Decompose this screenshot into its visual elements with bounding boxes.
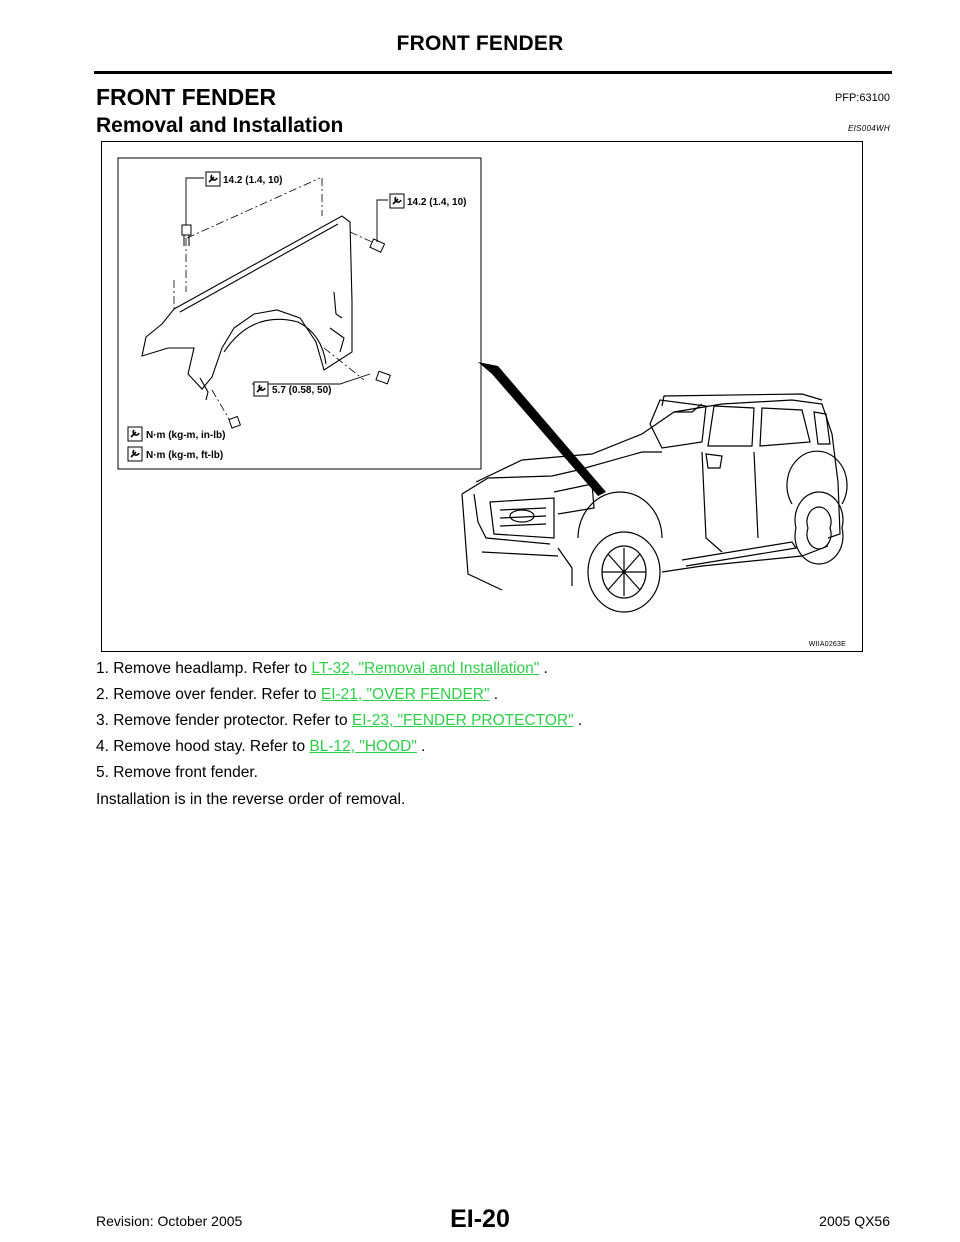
header-rule (94, 71, 892, 74)
model-name: 2005 QX56 (819, 1213, 890, 1229)
torque-wrench-icon (128, 427, 142, 441)
link-lt-32[interactable]: LT-32, "Removal and Installation" (311, 660, 540, 677)
torque-wrench-icon (390, 194, 404, 208)
step-3: 3. Remove fender protector. Refer to EI-23, "FENDER PROTECTOR" . (96, 712, 583, 729)
torque-wrench-icon (254, 382, 268, 396)
torque-label-right: 14.2 (1.4, 10) (407, 197, 467, 208)
link-bl-12[interactable]: BL-12, "HOOD" (309, 738, 417, 755)
step-5: 5. Remove front fender. (96, 764, 258, 781)
link-ei-21[interactable]: EI-21, "OVER FENDER" (320, 686, 490, 703)
link-ei-23[interactable]: EI-23, "FENDER PROTECTOR" (351, 712, 574, 729)
procedure-steps (96, 657, 582, 787)
section-code: EIS004WH (848, 124, 890, 133)
subsection-title: Removal and Installation (96, 114, 344, 137)
legend-ft-lb: N·m (kg-m, ft-lb) (146, 450, 224, 461)
torque-label-bottom: 5.7 (0.58, 50) (272, 385, 332, 396)
page-number: EI-20 (450, 1205, 510, 1233)
part-number: PFP:63100 (834, 92, 890, 104)
vehicle-drawing (462, 394, 847, 612)
illustration-drawing (102, 142, 864, 653)
closing-note: Installation is in the reverse order of removal. (96, 791, 406, 808)
figure-id: WIIA0263E (808, 641, 846, 648)
step-4: 4. Remove hood stay. Refer to BL-12, "HOOD" . (96, 738, 426, 755)
running-head-title: FRONT FENDER (396, 32, 564, 55)
torque-label-top: 14.2 (1.4, 10) (223, 175, 283, 186)
torque-wrench-icon (128, 447, 142, 461)
revision-date: Revision: October 2005 (96, 1213, 243, 1229)
legend-in-lb: N·m (kg-m, in-lb) (146, 430, 226, 441)
step-1: 1. Remove headlamp. Refer to LT-32, "Removal and Installation" . (96, 660, 548, 677)
torque-wrench-icon (206, 172, 220, 186)
step-2: 2. Remove over fender. Refer to EI-21, "OVER FENDER" . (96, 686, 499, 703)
section-title: FRONT FENDER (96, 84, 277, 110)
fender-illustration (101, 141, 863, 652)
